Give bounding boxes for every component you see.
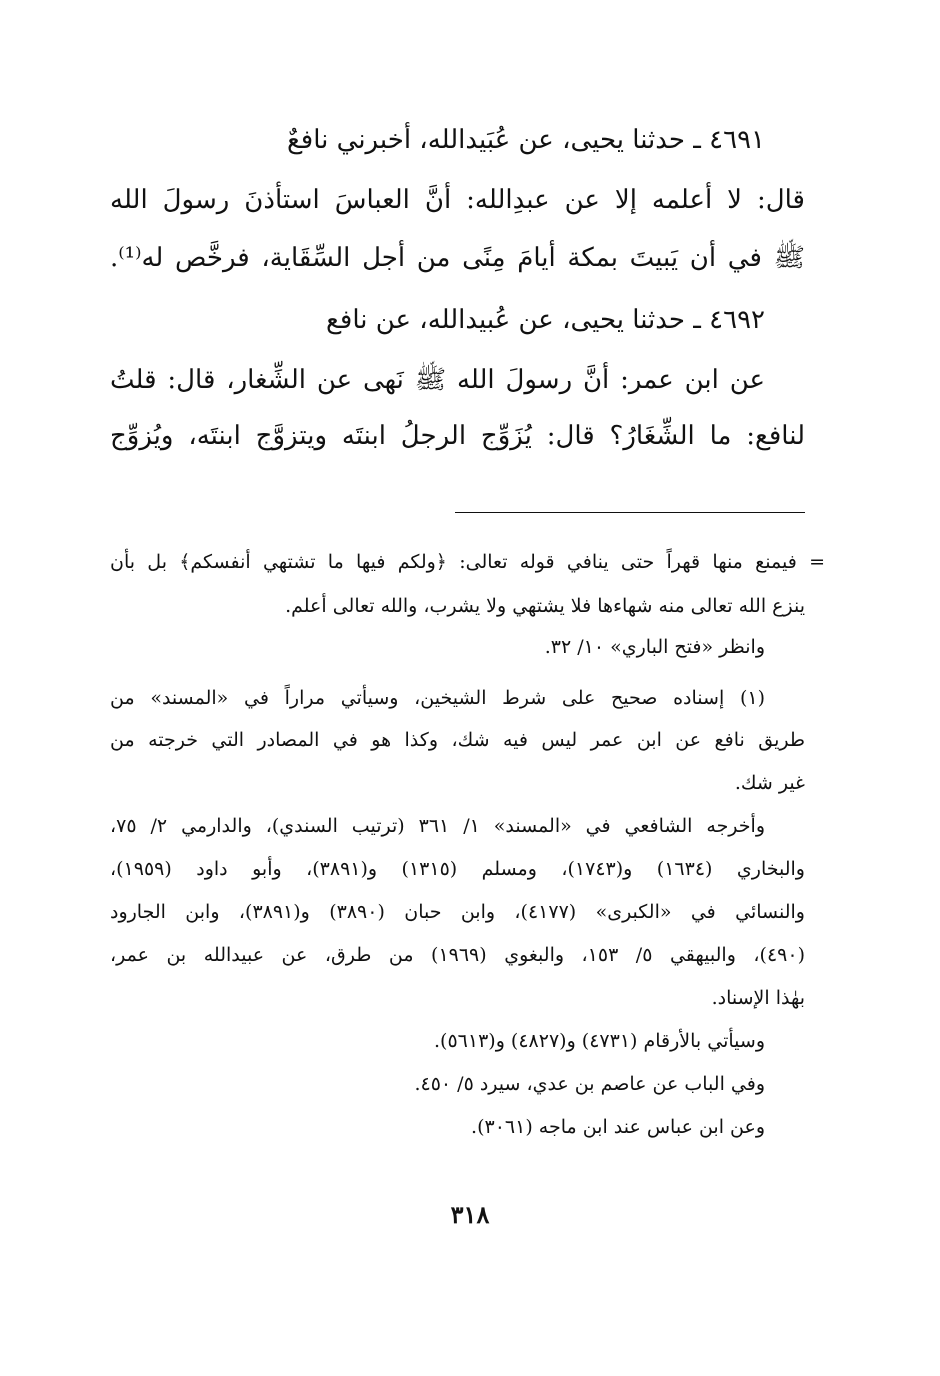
footnote-continuation-line-1: = فيمنع منها قهراً حتى ينافي قوله تعالى: ﴿ولكم فيها ما تشتهي أنفسكم﴾ بل بأن [110, 551, 825, 573]
footnote-1-sources-line-4: (٤٩٠)، والبيهقي ٥/ ١٥٣، والبغوي (١٩٦٩) من طرق، عن عبيدالله بن عمر، [110, 944, 805, 966]
footnote-1-related-ibn-abbas: وعن ابن عباس عند ابن ماجه (٣٠٦١). [471, 1116, 765, 1138]
footnote-1-line-2: طريق نافع عن ابن عمر ليس فيه شك، وكذا هو في المصادر التي خرجته من [110, 729, 805, 751]
hadith-4691-text-line-1: قال: لا أعلمه إلا عن عبدِالله: أنَّ العباسَ استأذنَ رسولَ الله [110, 185, 805, 215]
footnote-1-related-asim: وفي الباب عن عاصم بن عدي، سيرد ٥/ ٤٥٠. [414, 1073, 765, 1095]
footnote-1-sources-line-1: وأخرجه الشافعي في «المسند» ١/ ٣٦١ (ترتيب السندي)، والدارمي ٢/ ٧٥، [110, 815, 765, 837]
footnote-1-line-3: غير شك. [734, 772, 805, 794]
hadith-4691-chain: ٤٦٩١ ـ حدثنا يحيى، عن عُبَيدالله، أخبرني نافعٌ [286, 125, 765, 155]
footnote-separator [455, 512, 805, 513]
footnote-continuation-line-3: وانظر «فتح الباري» ١٠/ ٣٢. [544, 636, 765, 658]
footnote-1-sources-line-5: بهٰذا الإسناد. [711, 987, 805, 1009]
hadith-4691-text-line-2: ﷺ في أن يَبيتَ بمكة أيامَ مِنًى من أجل السِّقَاية، فرخَّص له⁽¹⁾. [110, 243, 805, 273]
footnote-1-line-1: (١) إسناده صحيح على شرط الشيخين، وسيأتي مراراً في «المسند» من [110, 687, 765, 709]
hadith-4692-text-line-2: لنافع: ما الشِّغَارُ؟ قال: يُزَوِّج الرجلُ ابنتَه ويتزوَّج ابنتَه، ويُزوِّج [110, 421, 805, 451]
footnote-continuation-line-2: ينزع الله تعالى منه شهاءها فلا يشتهي ولا يشرب، والله تعالى أعلم. [285, 595, 805, 617]
hadith-4692-chain: ٤٦٩٢ ـ حدثنا يحيى، عن عُبيدالله، عن نافع [326, 305, 765, 335]
hadith-4692-text-line-1: عن ابن عمر: أنَّ رسولَ الله ﷺ نَهى عن الشِّغار، قال: قلتُ [110, 365, 765, 395]
footnote-1-sources-line-2: والبخاري (١٦٣٤) و(١٧٤٣)، ومسلم (١٣١٥) و(٣٨٩١)، وأبو داود (١٩٥٩)، [110, 858, 805, 880]
footnote-1-sources-line-3: والنسائي في «الكبرى» (٤١٧٧)، وابن حبان (٣٨٩٠) و(٣٨٩١)، وابن الجارود [110, 901, 805, 923]
page-number: ٣١٨ [450, 1200, 490, 1229]
footnote-1-see-also: وسيأتي بالأرقام (٤٧٣١) و(٤٨٢٧) و(٥٦١٣). [434, 1030, 765, 1052]
